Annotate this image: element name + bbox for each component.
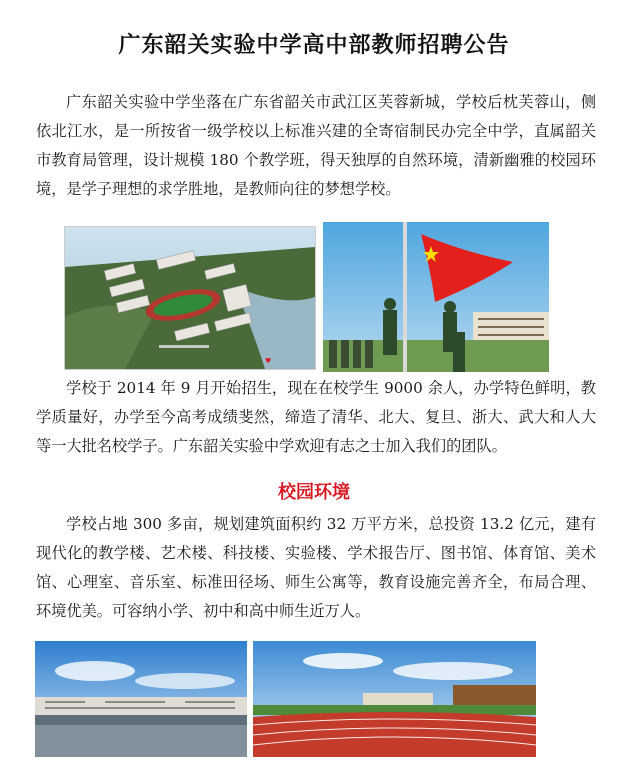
enrollment-paragraph: 学校于 2014 年 9 月开始招生，现在在校学生 9000 余人，办学特色鲜明，教学质量好，办学至今高考成绩斐然，缔造了清华、北大、复旦、浙大、武大和人大等一大批名校学子。广东韶关实验中学欢迎有志之士加入我们的团队。 <box>36 379 596 455</box>
campus-paragraph: 学校占地 300 多亩，规划建筑面积约 32 万平方米，总投资 13.2 亿元，建有现代化的教学楼、艺术楼、科技楼、实验楼、学术报告厅、图书馆、体育馆、美术馆、心理室、音乐室、标准田径场、师生公寓等，教育设施完善齐全，布局合理、环境优美。可容纳小学、初中和高中师生近万人。 <box>36 515 596 620</box>
svg-text:♥: ♥ <box>265 357 272 365</box>
running-track-photo <box>253 641 536 757</box>
page-title: 广东韶关实验中学高中部教师招聘公告 <box>118 33 510 58</box>
section-heading: 校园环境 <box>278 482 350 503</box>
campus-building-photo <box>35 641 247 757</box>
campus-aerial-photo <box>64 226 316 370</box>
flag-raising-photo <box>323 222 549 372</box>
intro-paragraph: 广东韶关实验中学坐落在广东省韶关市武江区芙蓉新城，学校后枕芙蓉山，侧依北江水，是一所按省一级学校以上标准兴建的全寄宿制民办完全中学，直属韶关市教育局管理，设计规模 180 个教学班，得天独厚的自然环境，清新幽雅的校园环境，是学子理想的求学胜地，是教师向往的梦想学校。 <box>36 93 596 198</box>
